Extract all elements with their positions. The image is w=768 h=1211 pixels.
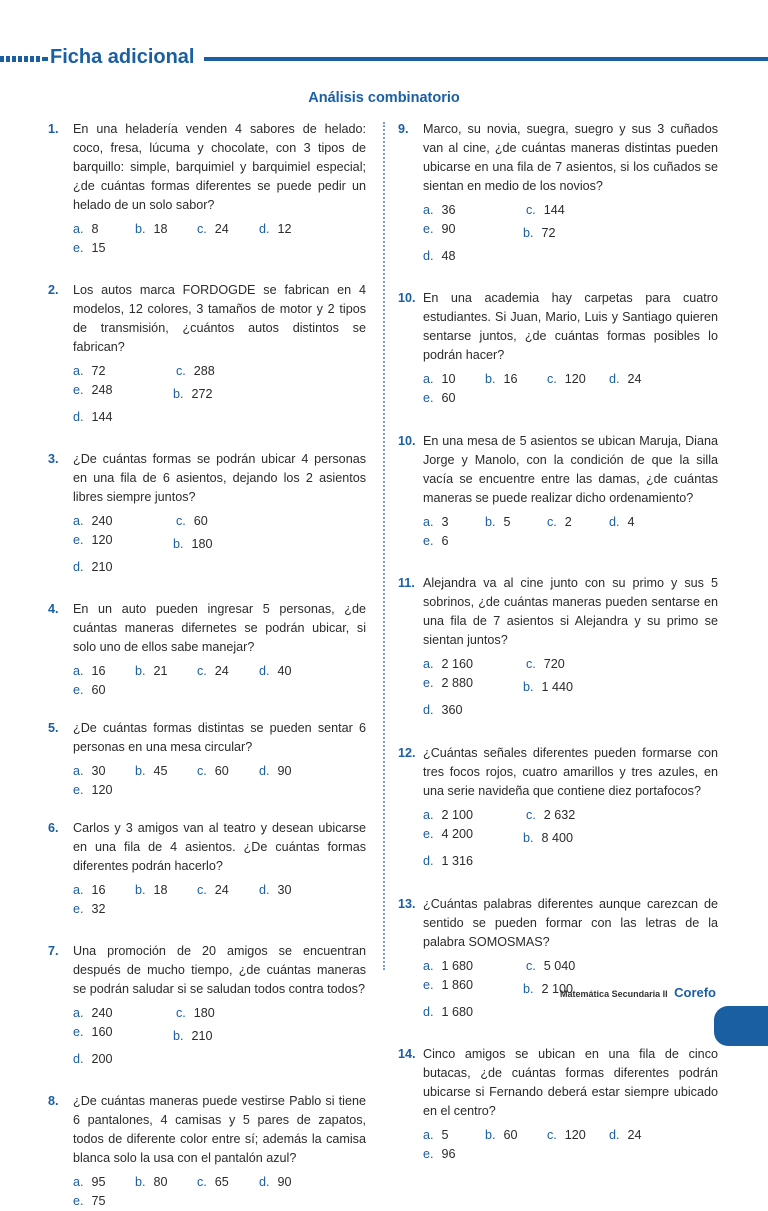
option-letter: a. xyxy=(423,657,434,671)
option-value: 30 xyxy=(91,764,106,778)
option-value: 3 xyxy=(441,515,449,529)
option-letter: b. xyxy=(135,664,146,678)
option-letter: c. xyxy=(547,515,557,529)
option-letter: e. xyxy=(423,222,434,236)
option-value: 18 xyxy=(153,222,168,236)
option-value: 210 xyxy=(91,560,113,574)
answer-option[interactable] xyxy=(259,220,321,239)
option-letter: c. xyxy=(526,657,536,671)
answer-option[interactable] xyxy=(73,762,135,781)
option-letter: c. xyxy=(197,664,207,678)
option-letter: a. xyxy=(73,1175,84,1189)
answer-option[interactable] xyxy=(523,829,626,848)
option-value: 60 xyxy=(193,514,208,528)
answer-option[interactable] xyxy=(423,513,485,532)
option-letter: b. xyxy=(135,764,146,778)
question-text: En un auto pueden ingresar 5 personas, ¿de cuántas maneras difernetes se podrán ubicar, si solo uno de ellos sabe manejar? xyxy=(73,602,366,654)
answer-options xyxy=(423,806,718,871)
answer-option[interactable] xyxy=(423,806,526,825)
question-number: 5. xyxy=(48,721,59,735)
option-value: 8 400 xyxy=(541,831,574,845)
question-number: 6. xyxy=(48,821,59,835)
question-item xyxy=(398,432,718,551)
option-letter: e. xyxy=(73,683,84,697)
answer-option[interactable] xyxy=(73,512,176,531)
option-value: 120 xyxy=(91,783,113,797)
option-letter: b. xyxy=(523,226,534,240)
answer-option[interactable] xyxy=(135,762,197,781)
answer-option[interactable] xyxy=(135,220,197,239)
option-letter: a. xyxy=(73,664,84,678)
option-value: 60 xyxy=(441,391,456,405)
option-letter: e. xyxy=(73,902,84,916)
option-value: 8 xyxy=(91,222,99,236)
option-letter: e. xyxy=(73,1194,84,1208)
option-value: 1 316 xyxy=(441,854,474,868)
option-value: 24 xyxy=(627,372,642,386)
question-number: 10. xyxy=(398,291,416,305)
answer-option[interactable] xyxy=(173,535,276,554)
option-letter: a. xyxy=(423,959,434,973)
question-number: 3. xyxy=(48,452,59,466)
question-number: 8. xyxy=(48,1094,59,1108)
answer-option[interactable] xyxy=(73,239,135,258)
option-letter: b. xyxy=(523,831,534,845)
answer-option[interactable] xyxy=(173,385,276,404)
option-value: 200 xyxy=(91,1052,113,1066)
answer-option[interactable] xyxy=(423,655,526,674)
question-number: 4. xyxy=(48,602,59,616)
answer-options xyxy=(423,370,718,408)
answer-option[interactable] xyxy=(73,408,176,427)
option-letter: c. xyxy=(526,808,536,822)
option-letter: c. xyxy=(176,1006,186,1020)
option-value: 240 xyxy=(91,1006,113,1020)
question-number: 14. xyxy=(398,1047,416,1061)
option-letter: c. xyxy=(176,514,186,528)
option-value: 60 xyxy=(91,683,106,697)
option-value: 1 680 xyxy=(441,959,474,973)
answer-option[interactable] xyxy=(523,678,626,697)
option-value: 240 xyxy=(91,514,113,528)
option-letter: d. xyxy=(423,1005,434,1019)
answer-option[interactable] xyxy=(423,220,523,243)
option-value: 48 xyxy=(441,249,456,263)
answer-option[interactable] xyxy=(173,1027,276,1046)
answer-option[interactable] xyxy=(526,806,629,825)
option-value: 40 xyxy=(277,664,292,678)
question-text: ¿De cuántas maneras puede vestirse Pablo si tiene 6 pantalones, 4 camisas y 5 pares de zapatos, todos de diferente color entre sí; además la camisa blanca solo la usa con el pantalón azul? xyxy=(73,1094,366,1165)
option-value: 16 xyxy=(91,664,106,678)
option-value: 90 xyxy=(277,1175,292,1189)
right-column xyxy=(398,120,718,1164)
question-text: En una mesa de 5 asientos se ubican Maruja, Diana Jorge y Manolo, con la condición de que la silla vacía se encuentre entre las damas, ¿de cuántas maneras se puede realizar dicho ordenamiento? xyxy=(423,434,718,505)
question-text: ¿De cuántas formas se podrán ubicar 4 personas en una fila de 6 asientos, dejando los 2 asientos libres siempre juntos? xyxy=(73,452,366,504)
answer-option[interactable] xyxy=(609,1126,671,1145)
answer-option[interactable] xyxy=(73,558,176,577)
answer-option[interactable] xyxy=(547,370,609,389)
option-value: 248 xyxy=(91,383,113,397)
option-value: 1 680 xyxy=(441,1005,474,1019)
question-number: 1. xyxy=(48,122,59,136)
left-column xyxy=(48,120,366,1211)
option-letter: d. xyxy=(609,515,620,529)
answer-option[interactable] xyxy=(423,532,485,551)
page-header xyxy=(0,46,768,70)
option-letter: e. xyxy=(423,827,434,841)
option-letter: e. xyxy=(73,1025,84,1039)
option-value: 60 xyxy=(214,764,229,778)
option-value: 24 xyxy=(627,1128,642,1142)
option-value: 16 xyxy=(91,883,106,897)
answer-option[interactable] xyxy=(135,881,197,900)
option-value: 30 xyxy=(277,883,292,897)
answer-option[interactable] xyxy=(73,1050,176,1069)
question-item xyxy=(48,281,366,427)
page-corner-tab xyxy=(714,1006,768,1046)
option-letter: b. xyxy=(173,387,184,401)
answer-options xyxy=(423,201,718,266)
option-letter: d. xyxy=(73,560,84,574)
option-letter: b. xyxy=(523,680,534,694)
option-value: 1 860 xyxy=(441,978,474,992)
answer-option[interactable] xyxy=(73,900,135,919)
option-value: 6 xyxy=(441,534,449,548)
option-value: 1 440 xyxy=(541,680,574,694)
footer-course: Matemática Secundaria II xyxy=(560,989,668,999)
option-letter: b. xyxy=(485,515,496,529)
answer-options xyxy=(423,513,718,551)
option-value: 2 880 xyxy=(441,676,474,690)
answer-option[interactable] xyxy=(423,389,485,408)
question-item xyxy=(48,120,366,258)
answer-option[interactable] xyxy=(423,701,526,720)
answer-option[interactable] xyxy=(423,201,526,220)
column-divider xyxy=(383,122,385,970)
answer-option[interactable] xyxy=(73,220,135,239)
option-value: 2 100 xyxy=(541,982,574,996)
answer-option[interactable] xyxy=(423,1145,485,1164)
answer-options xyxy=(73,1173,366,1211)
question-item xyxy=(398,1045,718,1164)
option-letter: e. xyxy=(423,978,434,992)
option-letter: c. xyxy=(547,1128,557,1142)
answer-options xyxy=(73,512,366,577)
option-letter: b. xyxy=(135,883,146,897)
option-value: 90 xyxy=(277,764,292,778)
option-value: 32 xyxy=(91,902,106,916)
question-item xyxy=(48,600,366,700)
question-number: 7. xyxy=(48,944,59,958)
option-value: 80 xyxy=(153,1175,168,1189)
answer-option[interactable] xyxy=(197,662,259,681)
answer-option[interactable] xyxy=(259,1173,321,1192)
page-footer xyxy=(560,985,716,1000)
answer-option[interactable] xyxy=(197,1173,259,1192)
option-value: 75 xyxy=(91,1194,106,1208)
option-value: 72 xyxy=(91,364,106,378)
answer-option[interactable] xyxy=(135,1173,197,1192)
option-letter: d. xyxy=(423,703,434,717)
answer-options xyxy=(73,220,366,258)
option-value: 65 xyxy=(214,1175,229,1189)
option-letter: c. xyxy=(197,1175,207,1189)
answer-option[interactable] xyxy=(485,1126,547,1145)
option-value: 5 xyxy=(503,515,511,529)
answer-option[interactable] xyxy=(423,957,526,976)
option-value: 180 xyxy=(191,537,213,551)
question-number: 2. xyxy=(48,283,59,297)
answer-option[interactable] xyxy=(423,1126,485,1145)
header-bars-decoration xyxy=(0,46,42,70)
option-value: 5 040 xyxy=(543,959,576,973)
option-letter: e. xyxy=(73,383,84,397)
option-letter: a. xyxy=(423,808,434,822)
option-value: 144 xyxy=(91,410,113,424)
option-letter: e. xyxy=(73,783,84,797)
section-title: Análisis combinatorio xyxy=(308,90,460,106)
option-letter: d. xyxy=(259,883,270,897)
option-value: 15 xyxy=(91,241,106,255)
answer-option[interactable] xyxy=(526,201,629,220)
option-value: 95 xyxy=(91,1175,106,1189)
question-text: ¿Cuántas señales diferentes pueden formarse con tres focos rojos, cuatro amarillos y tres azules, en una serie navideña que contiene diez portafocos? xyxy=(423,746,718,798)
option-value: 18 xyxy=(153,883,168,897)
question-text: Carlos y 3 amigos van al teatro y desean ubicarse en una fila de 4 asientos. ¿De cuántas formas diferentes podrán hacerlo? xyxy=(73,821,366,873)
answer-option[interactable] xyxy=(423,247,526,266)
answer-options xyxy=(423,1126,718,1164)
option-letter: e. xyxy=(423,676,434,690)
option-letter: a. xyxy=(73,1006,84,1020)
option-value: 24 xyxy=(214,664,229,678)
option-value: 360 xyxy=(441,703,463,717)
option-letter: a. xyxy=(73,364,84,378)
answer-option[interactable] xyxy=(547,1126,609,1145)
question-item xyxy=(48,450,366,577)
option-letter: a. xyxy=(73,883,84,897)
option-letter: b. xyxy=(173,537,184,551)
option-letter: a. xyxy=(423,1128,434,1142)
answer-options xyxy=(73,362,366,427)
footer-brand-logo: Corefo xyxy=(674,985,716,1000)
answer-option[interactable] xyxy=(423,674,523,697)
question-item xyxy=(398,895,718,1022)
option-letter: c. xyxy=(526,203,536,217)
option-letter: c. xyxy=(197,222,207,236)
option-value: 2 160 xyxy=(441,657,474,671)
option-letter: a. xyxy=(423,515,434,529)
answer-option[interactable] xyxy=(197,881,259,900)
question-text: Los autos marca FORDOGDE se fabrican en 4 modelos, 12 colores, 3 tamaños de motor y 2 tipos de transmisión, ¿cuántos autos distintos se fabrican? xyxy=(73,283,366,354)
option-value: 16 xyxy=(503,372,518,386)
answer-option[interactable] xyxy=(423,976,523,999)
option-letter: a. xyxy=(73,222,84,236)
answer-option[interactable] xyxy=(73,1023,173,1046)
question-item xyxy=(398,120,718,266)
answer-option[interactable] xyxy=(176,1004,279,1023)
question-text: En una academia hay carpetas para cuatro estudiantes. Si Juan, Mario, Luis y Santiago quieren sentarse juntos, ¿de cuántas formas posibles lo podrán hacer? xyxy=(423,291,718,362)
answer-option[interactable] xyxy=(135,662,197,681)
question-text: ¿De cuántas formas distintas se pueden sentar 6 personas en una mesa circular? xyxy=(73,721,366,754)
option-letter: b. xyxy=(135,1175,146,1189)
option-letter: d. xyxy=(423,249,434,263)
option-value: 720 xyxy=(543,657,565,671)
option-letter: c. xyxy=(197,764,207,778)
option-letter: a. xyxy=(423,203,434,217)
answer-option[interactable] xyxy=(526,655,629,674)
answer-option[interactable] xyxy=(73,662,135,681)
question-text: En una heladería venden 4 sabores de helado: coco, fresa, lúcuma y chocolate, con 3 tipos de barquillo: simple, barquimiel y barquimiel especial; ¿de cuántas formas diferentes se puede pedir un helado de un solo sabor? xyxy=(73,122,366,212)
answer-option[interactable] xyxy=(485,370,547,389)
option-letter: b. xyxy=(173,1029,184,1043)
answer-option[interactable] xyxy=(176,512,279,531)
option-value: 120 xyxy=(564,1128,586,1142)
option-letter: d. xyxy=(423,854,434,868)
answer-option[interactable] xyxy=(73,1173,135,1192)
option-value: 5 xyxy=(441,1128,449,1142)
option-value: 120 xyxy=(564,372,586,386)
answer-option[interactable] xyxy=(73,381,173,404)
option-letter: b. xyxy=(523,982,534,996)
question-item xyxy=(398,289,718,408)
option-value: 2 632 xyxy=(543,808,576,822)
option-value: 288 xyxy=(193,364,215,378)
option-letter: e. xyxy=(423,391,434,405)
option-letter: d. xyxy=(609,1128,620,1142)
option-value: 45 xyxy=(153,764,168,778)
option-letter: d. xyxy=(73,1052,84,1066)
option-letter: e. xyxy=(73,533,84,547)
answer-option[interactable] xyxy=(423,825,523,848)
option-value: 24 xyxy=(214,222,229,236)
question-text: Cinco amigos se ubican en una fila de cinco butacas, ¿de cuántas formas diferentes podrán ubicarse si Fernando deberá estar siempre ubicado en el centro? xyxy=(423,1047,718,1118)
option-letter: d. xyxy=(259,1175,270,1189)
question-text: Una promoción de 20 amigos se encuentran después de mucho tiempo, ¿de cuántas maneras se podrán saludar si se saludan todos contra todos? xyxy=(73,944,366,996)
option-letter: e. xyxy=(423,534,434,548)
question-item xyxy=(398,744,718,871)
option-letter: c. xyxy=(176,364,186,378)
option-letter: c. xyxy=(547,372,557,386)
answer-option[interactable] xyxy=(259,662,321,681)
answer-option[interactable] xyxy=(423,852,526,871)
option-value: 36 xyxy=(441,203,456,217)
question-text: Marco, su novia, suegra, suegro y sus 3 cuñados van al cine, ¿de cuántas maneras distintas pueden ubicarse en una fila de 7 asientos, si los cuñados se sientan en medio de los novios? xyxy=(423,122,718,193)
answer-option[interactable] xyxy=(73,1192,135,1211)
answer-option[interactable] xyxy=(259,881,321,900)
option-value: 12 xyxy=(277,222,292,236)
answer-options xyxy=(73,881,366,919)
answer-options xyxy=(73,1004,366,1069)
answer-options xyxy=(423,655,718,720)
answer-option[interactable] xyxy=(423,370,485,389)
question-number: 12. xyxy=(398,746,416,760)
answer-option[interactable] xyxy=(485,513,547,532)
option-letter: d. xyxy=(259,664,270,678)
option-letter: a. xyxy=(73,764,84,778)
answer-option[interactable] xyxy=(73,681,135,700)
question-number: 10. xyxy=(398,434,416,448)
answer-option[interactable] xyxy=(197,762,259,781)
question-item xyxy=(398,574,718,720)
answer-option[interactable] xyxy=(176,362,279,381)
question-item xyxy=(48,942,366,1069)
question-text: ¿Cuántas palabras diferentes aunque carezcan de sentido se pueden formar con las letras de la palabra SOMOSMAS? xyxy=(423,897,718,949)
option-value: 4 200 xyxy=(441,827,474,841)
option-value: 72 xyxy=(541,226,556,240)
option-value: 96 xyxy=(441,1147,456,1161)
option-letter: d. xyxy=(259,222,270,236)
answer-option[interactable] xyxy=(423,1003,526,1022)
option-value: 2 xyxy=(564,515,572,529)
page-title: Ficha adicional xyxy=(48,44,204,70)
option-letter: e. xyxy=(423,1147,434,1161)
option-value: 60 xyxy=(503,1128,518,1142)
answer-option[interactable] xyxy=(526,957,629,976)
option-letter: a. xyxy=(73,514,84,528)
option-letter: c. xyxy=(526,959,536,973)
option-value: 180 xyxy=(193,1006,215,1020)
answer-option[interactable] xyxy=(609,370,671,389)
option-letter: b. xyxy=(485,372,496,386)
answer-option[interactable] xyxy=(73,531,173,554)
option-letter: a. xyxy=(423,372,434,386)
option-value: 24 xyxy=(214,883,229,897)
question-number: 11. xyxy=(398,576,415,590)
option-value: 10 xyxy=(441,372,456,386)
option-value: 21 xyxy=(153,664,168,678)
answer-option[interactable] xyxy=(259,762,321,781)
option-letter: d. xyxy=(609,372,620,386)
question-text: Alejandra va al cine junto con su primo y sus 5 sobrinos, ¿de cuántas maneras pueden sentarse en una fila de 7 asientos si Alejandra y su primo se sientan juntos? xyxy=(423,576,718,647)
option-value: 210 xyxy=(191,1029,213,1043)
answer-options xyxy=(73,762,366,800)
question-number: 13. xyxy=(398,897,416,911)
answer-option[interactable] xyxy=(73,362,176,381)
option-letter: b. xyxy=(135,222,146,236)
option-letter: e. xyxy=(73,241,84,255)
option-value: 2 100 xyxy=(441,808,474,822)
answer-option[interactable] xyxy=(73,1004,176,1023)
question-item xyxy=(48,1092,366,1211)
question-item xyxy=(48,719,366,800)
option-value: 272 xyxy=(191,387,213,401)
answer-option[interactable] xyxy=(547,513,609,532)
option-letter: d. xyxy=(73,410,84,424)
answer-options xyxy=(73,662,366,700)
answer-option[interactable] xyxy=(609,513,671,532)
option-value: 4 xyxy=(627,515,635,529)
option-value: 90 xyxy=(441,222,456,236)
answer-option[interactable] xyxy=(73,881,135,900)
answer-option[interactable] xyxy=(197,220,259,239)
option-letter: c. xyxy=(197,883,207,897)
option-letter: d. xyxy=(259,764,270,778)
option-value: 160 xyxy=(91,1025,113,1039)
answer-option[interactable] xyxy=(73,781,135,800)
option-letter: b. xyxy=(485,1128,496,1142)
option-value: 120 xyxy=(91,533,113,547)
option-value: 144 xyxy=(543,203,565,217)
question-number: 9. xyxy=(398,122,409,136)
question-item xyxy=(48,819,366,919)
answer-option[interactable] xyxy=(523,224,626,243)
